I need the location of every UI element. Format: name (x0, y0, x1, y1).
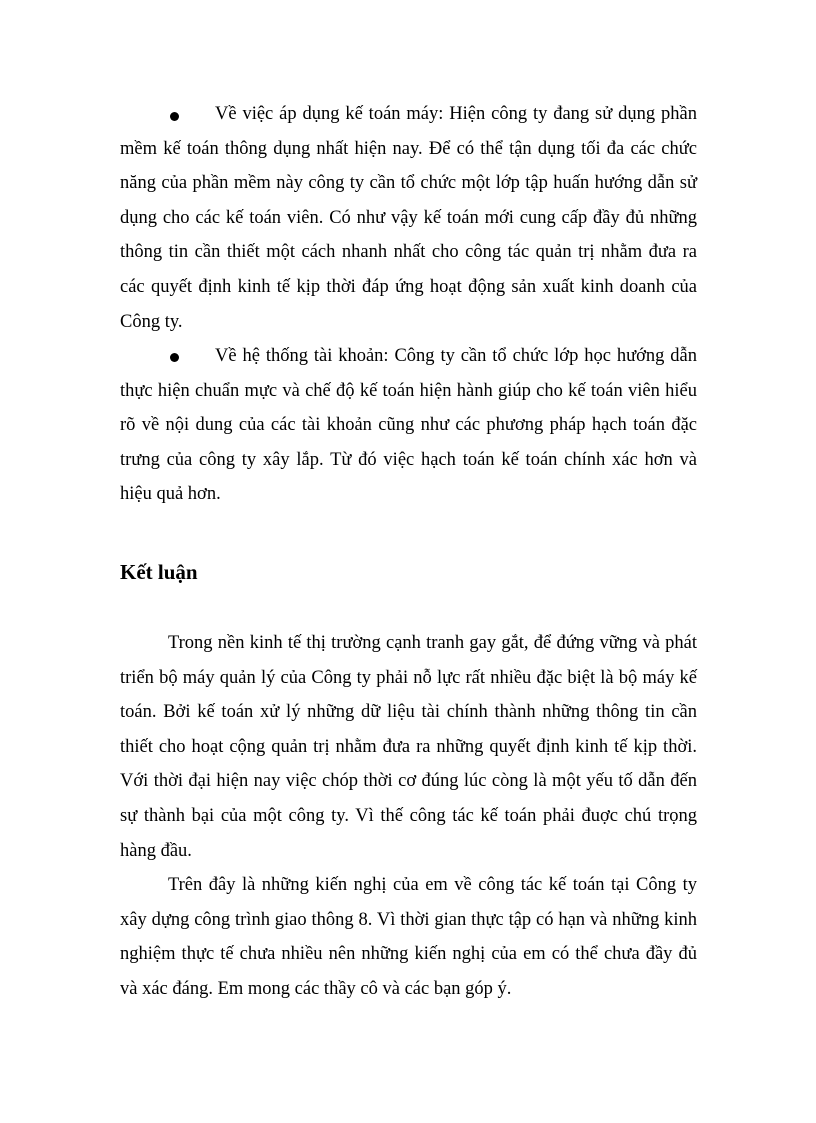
conclusion-paragraph: Trong nền kinh tế thị trường cạnh tranh gay gắt, để đứng vững và phát triển bộ máy quản lý của Công ty phải nỗ lực rất nhiều đặc biệt là bộ máy kế toán. Bởi kế toán xử lý những dữ liệu tài chính thành những thông tin cần thiết cho hoạt cộng quản trị nhằm đưa ra những quyết định kinh tế kịp thời. Với thời đại hiện nay việc chóp thời cơ đúng lúc còng là một yếu tố dẫn đến sự thành bại của một công ty. Vì thế công tác kế toán phải đuợc chú trọng hàng đầu. (120, 633, 697, 861)
conclusion-paragraph: Trên đây là những kiến nghị của em về công tác kế toán tại Công ty xây dựng công trình giao thông 8. Vì thời gian thực tập có hạn và những kinh nghiệm thực tế chưa nhiều nên những kiến nghị của em có thể chưa đầy đủ và xác đáng. Em mong các thầy cô và các bạn góp ý. (120, 875, 697, 999)
bullet-paragraph-account-system: Về hệ thống tài khoản: Công ty cần tổ chức lớp học hướng dẫn thực hiện chuẩn mực và chế độ kế toán hiện hành giúp cho kế toán viên hiểu rõ về nội dung của các tài khoản cũng như các phương pháp hạch toán đặc trưng của công ty xây lắp. Từ đó việc hạch toán kế toán chính xác hơn và hiệu quả hơn. (120, 346, 697, 505)
bullet-paragraph-accounting-software: Về việc áp dụng kế toán máy: Hiện công ty đang sử dụng phần mềm kế toán thông dụng nhất hiện nay. Để có thể tận dụng tối đa các chức năng của phần mềm này công ty cần tổ chức một lớp tập huấn hướng dẫn sử dụng cho các kế toán viên. Có như vậy kế toán mới cung cấp đầy đủ những thông tin cần thiết một cách nhanh nhất cho công tác quản trị nhằm đưa ra các quyết định kinh tế kịp thời đáp ứng hoạt động sản xuất kinh doanh của Công ty. (120, 104, 697, 332)
conclusion-heading: Kết luận (120, 560, 198, 584)
